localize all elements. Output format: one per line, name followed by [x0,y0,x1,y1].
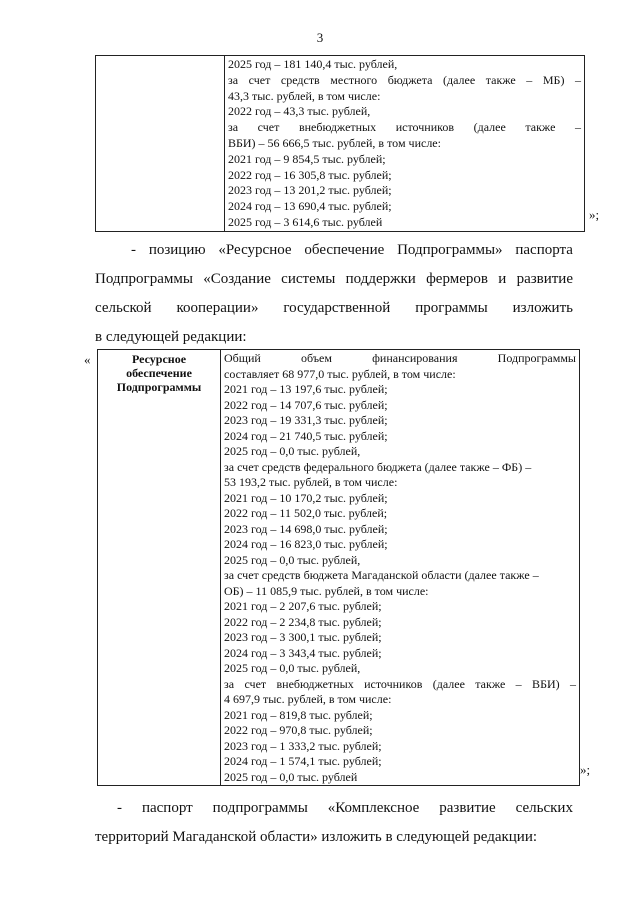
table-line: ОБ) – 11 085,9 тыс. рублей, в том числе: [224,583,429,598]
table-line: Общий объем финансирования Подпрограммы [224,351,576,365]
table-line: 2024 год – 1 574,1 тыс. рублей; [224,754,382,768]
paragraph-instruction-2 [95,794,573,852]
paragraph-line: Подпрограммы «Создание системы поддержки фермеров и развитие [95,271,573,287]
table-line: ВБИ) – 56 666,5 тыс. рублей, в том числе: [228,135,441,150]
table-line: 2023 год – 1 333,2 тыс. рублей; [224,738,382,753]
closing-quote: »; [589,207,600,222]
table-line: 2024 год – 13 690,4 тыс. рублей; [228,199,392,214]
table-line: 2022 год – 43,3 тыс. рублей, [228,104,371,119]
table-line: 2025 год – 3 614,6 тыс. рублей [228,214,383,229]
table-line: 2025 год – 0,0 тыс. рублей [224,769,358,784]
table-line: 2023 год – 13 201,2 тыс. рублей; [228,183,392,198]
table-label-cell [98,350,221,786]
table-line: 53 193,2 тыс. рублей, в том числе: [224,475,398,489]
paragraph-instruction-1 [95,236,573,352]
table-line: за счет внебюджетных источников (далее также – [228,120,581,135]
paragraph-line: - позицию «Ресурсное обеспечение Подпрограммы» паспорта [131,242,573,258]
table-line: 2022 год – 2 234,8 тыс. рублей; [224,614,382,629]
table-line: 2024 год – 21 740,5 тыс. рублей; [224,428,388,443]
table-line: 2024 год – 16 823,0 тыс. рублей; [224,537,388,551]
page-number: 3 [316,30,324,45]
opening-quote: « [84,352,91,367]
table-line: 2022 год – 14 707,6 тыс. рублей; [224,397,388,412]
paragraph-line: территорий Магаданской области» изложить в следующей редакции: [95,829,538,845]
table-line: 2023 год – 19 331,3 тыс. рублей; [224,413,388,427]
table-line: за счет средств бюджета Магаданской области (далее также – [224,568,539,582]
table-line: составляет 68 977,0 тыс. рублей, в том числе: [224,366,456,381]
financing-table-continued [95,55,585,232]
table-line: 2021 год – 13 197,6 тыс. рублей; [224,382,388,396]
table-label-cell-empty [96,56,225,232]
closing-quote: »; [580,762,591,777]
table-label: Ресурсное обеспечение Подпрограммы [116,352,202,394]
table-line: за счет средств федерального бюджета (далее также – ФБ) – [224,459,532,474]
table-line: 2021 год – 819,8 тыс. рублей; [224,707,373,722]
table-line: 2022 год – 16 305,8 тыс. рублей; [228,167,392,182]
table-line: 2021 год – 2 207,6 тыс. рублей; [224,599,382,613]
table-line: 2022 год – 970,8 тыс. рублей; [224,723,373,737]
table-line: 4 697,9 тыс. рублей, в том числе: [224,692,392,706]
table-line: 2021 год – 10 170,2 тыс. рублей; [224,490,388,505]
paragraph-line: сельской кооперации» государственной программы изложить [95,300,573,316]
table-line: 2025 год – 0,0 тыс. рублей, [224,552,361,567]
table-line: 2025 год – 0,0 тыс. рублей, [224,661,361,675]
paragraph-line: в следующей редакции: [95,329,247,345]
table-line: 2022 год – 11 502,0 тыс. рублей; [224,506,388,520]
table-line: 2023 год – 14 698,0 тыс. рублей; [224,521,388,536]
table-line: за счет средств местного бюджета (далее также – МБ) – [228,72,581,87]
table-line: 2025 год – 0,0 тыс. рублей, [224,444,361,458]
table-line: 2021 год – 9 854,5 тыс. рублей; [228,151,386,166]
table-line: 2024 год – 3 343,4 тыс. рублей; [224,645,382,660]
paragraph-line: - паспорт подпрограммы «Комплексное развитие сельских [117,800,573,816]
table-value-cell [225,56,585,232]
table-line: 43,3 тыс. рублей, в том числе: [228,88,381,103]
table-value-cell [221,350,580,786]
table-line: 2025 год – 181 140,4 тыс. рублей, [228,57,398,71]
table-line: за счет внебюджетных источников (далее также – ВБИ) – [224,676,576,691]
table-line: 2023 год – 3 300,1 тыс. рублей; [224,630,382,644]
resource-table [97,349,580,786]
